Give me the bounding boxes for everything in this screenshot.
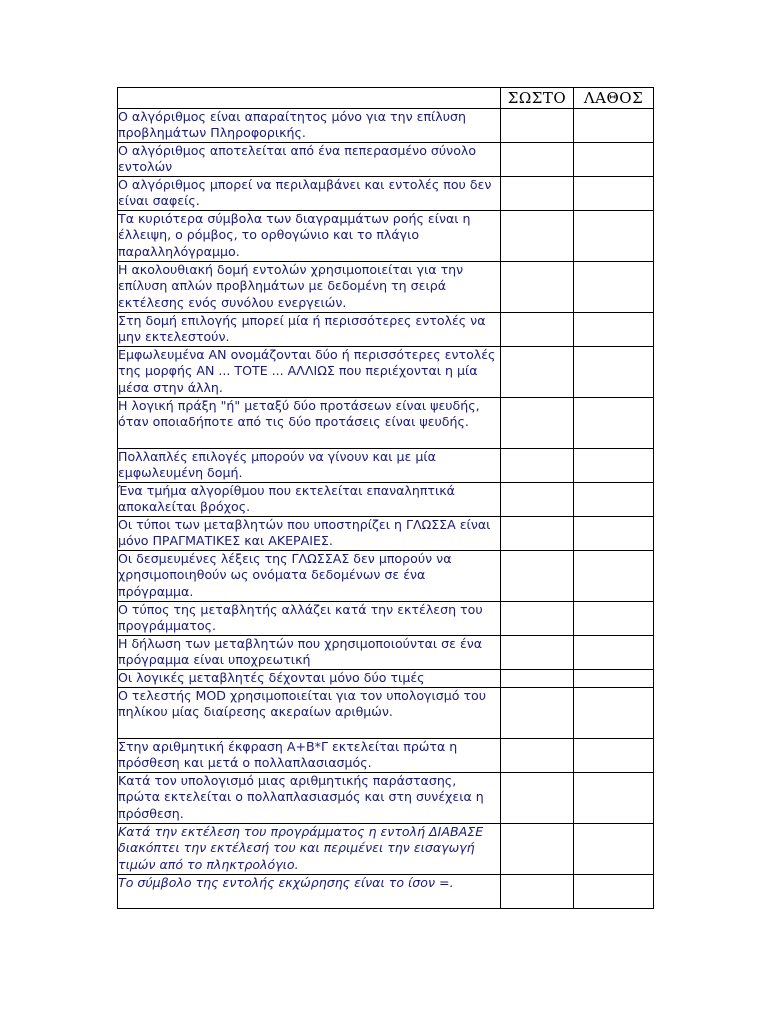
wrong-answer-cell[interactable] (574, 551, 654, 602)
correct-answer-cell[interactable] (501, 517, 574, 551)
wrong-answer-cell[interactable] (574, 636, 654, 670)
statement-text: Η λογική πράξη "ή" μεταξύ δύο προτάσεων είναι ψευδής, όταν οποιαδήποτε από τις δύο προτάσεις είναι ψευδής. (118, 398, 501, 449)
statement-row (118, 483, 654, 517)
wrong-answer-cell[interactable] (574, 483, 654, 517)
wrong-answer-cell[interactable] (574, 517, 654, 551)
statement-row (118, 824, 654, 875)
correct-answer-cell[interactable] (501, 143, 574, 177)
correct-answer-cell[interactable] (501, 739, 574, 773)
correct-answer-cell[interactable] (501, 313, 574, 347)
statement-text: Οι τύποι των μεταβλητών που υποστηρίζει η ΓΛΩΣΣΑ είναι μόνο ΠΡΑΓΜΑΤΙΚΕΣ και ΑΚΕΡΑΙΕΣ. (118, 517, 501, 551)
wrong-answer-cell[interactable] (574, 875, 654, 909)
wrong-answer-cell[interactable] (574, 824, 654, 875)
statement-row (118, 211, 654, 262)
statement-text: Το σύμβολο της εντολής εκχώρησης είναι το ίσον =. (118, 875, 501, 909)
wrong-answer-cell[interactable] (574, 109, 654, 143)
wrong-answer-cell[interactable] (574, 398, 654, 449)
correct-answer-cell[interactable] (501, 262, 574, 313)
statement-row (118, 636, 654, 670)
statement-row (118, 602, 654, 636)
wrong-answer-cell[interactable] (574, 211, 654, 262)
correct-answer-cell[interactable] (501, 688, 574, 739)
statement-row (118, 670, 654, 688)
wrong-answer-cell[interactable] (574, 602, 654, 636)
correct-answer-cell[interactable] (501, 347, 574, 398)
correct-answer-cell[interactable] (501, 824, 574, 875)
statement-row (118, 143, 654, 177)
correct-answer-cell[interactable] (501, 398, 574, 449)
wrong-answer-cell[interactable] (574, 143, 654, 177)
statement-text: Τα κυριότερα σύμβολα των διαγραμμάτων ροής είναι η έλλειψη, ο ρόμβος, το ορθογώνιο και το πλάγιο παραλληλόγραμμο. (118, 211, 501, 262)
statement-row (118, 109, 654, 143)
statement-text: Η ακολουθιακή δομή εντολών χρησιμοποιείται για την επίλυση απλών προβλημάτων με δεδομένη τη σειρά εκτέλεσης ενός συνόλου ενεργειών. (118, 262, 501, 313)
wrong-answer-cell[interactable] (574, 313, 654, 347)
statement-text: Οι δεσμευμένες λέξεις της ΓΛΩΣΣΑΣ δεν μπορούν να χρησιμοποιηθούν ως ονόματα δεδομένων σε ένα πρόγραμμα. (118, 551, 501, 602)
statement-row (118, 875, 654, 909)
statement-text: Πολλαπλές επιλογές μπορούν να γίνουν και με μία εμφωλευμένη δομή. (118, 449, 501, 483)
statement-text: Ένα τμήμα αλγορίθμου που εκτελείται επαναληπτικά αποκαλείται βρόχος. (118, 483, 501, 517)
statement-text: Κατά τον υπολογισμό μιας αριθμητικής παράστασης, πρώτα εκτελείται ο πολλαπλασιασμός και στη συνέχεια η πρόσθεση. (118, 773, 501, 824)
wrong-answer-cell[interactable] (574, 262, 654, 313)
statement-text: Η δήλωση των μεταβλητών που χρησιμοποιούνται σε ένα πρόγραμμα είναι υποχρεωτική (118, 636, 501, 670)
statement-row (118, 177, 654, 211)
correct-answer-cell[interactable] (501, 551, 574, 602)
header-row (118, 88, 654, 109)
correct-answer-cell[interactable] (501, 483, 574, 517)
correct-column-header: ΣΩΣΤΟ (501, 88, 574, 109)
correct-answer-cell[interactable] (501, 177, 574, 211)
wrong-answer-cell[interactable] (574, 688, 654, 739)
statement-row (118, 449, 654, 483)
statement-row (118, 551, 654, 602)
statement-row (118, 398, 654, 449)
statement-row (118, 262, 654, 313)
correct-answer-cell[interactable] (501, 211, 574, 262)
statement-row (118, 773, 654, 824)
wrong-answer-cell[interactable] (574, 347, 654, 398)
statement-text: Εμφωλευμένα ΑΝ ονομάζονται δύο ή περισσότερες εντολές της μορφής ΑΝ ... ΤΟΤΕ ... ΑΛΛΙΩΣ που περιέχονται η μία μέσα στην άλλη. (118, 347, 501, 398)
correct-answer-cell[interactable] (501, 109, 574, 143)
correct-answer-cell[interactable] (501, 449, 574, 483)
statement-text: Στην αριθμητική έκφραση Α+Β*Γ εκτελείται πρώτα η πρόσθεση και μετά ο πολλαπλασιασμός. (118, 739, 501, 773)
statement-row (118, 739, 654, 773)
wrong-column-header: ΛΑΘΟΣ (574, 88, 654, 109)
statement-text: Ο αλγόριθμος αποτελείται από ένα πεπερασμένο σύνολο εντολών (118, 143, 501, 177)
wrong-answer-cell[interactable] (574, 773, 654, 824)
correct-answer-cell[interactable] (501, 636, 574, 670)
wrong-answer-cell[interactable] (574, 670, 654, 688)
statement-text: Στη δομή επιλογής μπορεί μία ή περισσότερες εντολές να μην εκτελεστούν. (118, 313, 501, 347)
statement-row (118, 517, 654, 551)
statement-row (118, 688, 654, 739)
wrong-answer-cell[interactable] (574, 739, 654, 773)
wrong-answer-cell[interactable] (574, 449, 654, 483)
true-false-table (117, 87, 654, 909)
statement-text: Κατά την εκτέλεση του προγράμματος η εντολή ΔΙΑΒΑΣΕ διακόπτει την εκτέλεσή του και περιμένει την εισαγωγή τιμών από το πληκτρολόγιο. (118, 824, 501, 875)
correct-answer-cell[interactable] (501, 773, 574, 824)
statement-text: Ο αλγόριθμος είναι απαραίτητος μόνο για την επίλυση προβλημάτων Πληροφορικής. (118, 109, 501, 143)
correct-answer-cell[interactable] (501, 602, 574, 636)
statement-text: Ο αλγόριθμος μπορεί να περιλαμβάνει και εντολές που δεν είναι σαφείς. (118, 177, 501, 211)
statement-text: Ο τύπος της μεταβλητής αλλάζει κατά την εκτέλεση του προγράμματος. (118, 602, 501, 636)
correct-answer-cell[interactable] (501, 875, 574, 909)
correct-answer-cell[interactable] (501, 670, 574, 688)
statement-text: Ο τελεστής MOD χρησιμοποιείται για τον υπολογισμό του πηλίκου μίας διαίρεσης ακεραίων αριθμών. (118, 688, 501, 739)
statement-row (118, 347, 654, 398)
statement-text: Οι λογικές μεταβλητές δέχονται μόνο δύο τιμές (118, 670, 501, 688)
wrong-answer-cell[interactable] (574, 177, 654, 211)
statement-row (118, 313, 654, 347)
statement-header (118, 88, 501, 109)
